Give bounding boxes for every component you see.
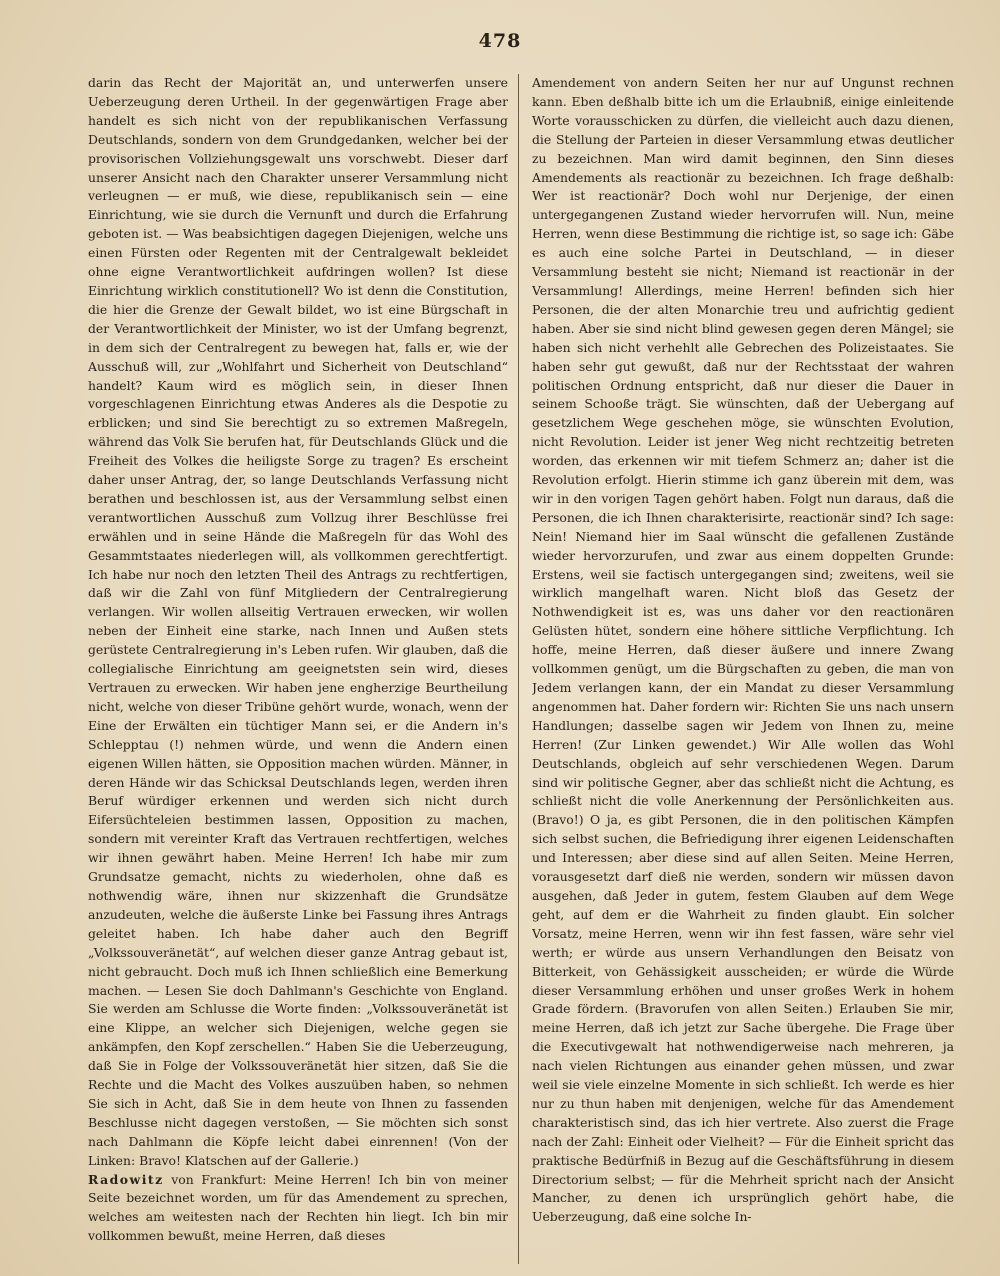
left-column xyxy=(88,74,508,1259)
speaker-name: Radowitz xyxy=(88,1171,164,1187)
column-divider xyxy=(518,74,519,1264)
right-column xyxy=(532,74,954,1259)
right-paragraph: Amendement von andern Seiten her nur auf Ungunst rechnen kann. Eben deßhalb bitte ich um die Erlaubniß, einige einleitende Worte vorausschicken zu dürfen, die vielleicht auch dazu dienen, die Stellung der Parteien in dieser Versammlung etwas deutlicher zu bezeichnen. Man wird damit beginnen, den Sinn dieses Amendements als reactionär zu bezeichnen. Ich frage deßhalb: Wer ist reactionär? Doch wohl nur Derjenige, der einen untergegangenen Zustand wieder hervorrufen will. Nun, meine Herren, wenn diese Bestimmung die richtige ist, so sage ich: Gäbe es auch eine solche Partei in Deutschland, — in dieser Versammlung besteht sie nicht; Niemand ist reactionär in der Versammlung! Allerdings, meine Herren! befinden sich hier Personen, die der alten Monarchie treu und aufrichtig gedient haben. Aber sie sind nicht blind gewesen gegen deren Mängel; sie haben sich nicht verhehlt alle Gebrechen des Polizeistaates. Sie haben sehr gut gewußt, daß nur der Rechtsstaat der wahren politischen Ordnung entspricht, daß nur dieser die Dauer in seinem Schooße trägt. Sie wünschten, daß der Uebergang auf gesetzlichem Wege geschehen möge, sie wünschten Evolution, nicht Revolution. Leider ist jener Weg nicht rechtzeitig betreten worden, das erkennen wir mit tiefem Schmerz an; daher ist die Revolution erfolgt. Hierin stimme ich ganz überein mit dem, was wir in den vorigen Tagen gehört haben. Folgt nun daraus, daß die Personen, die ich Ihnen charakterisirte, reactionär sind? Ich sage: Nein! Niemand hier im Saal wünscht die gefallenen Zustände wieder hervorzurufen, und zwar aus einem doppelten Grunde: Erstens, weil sie factisch untergegangen sind; zweitens, weil sie wirklich mangelhaft waren. Nicht bloß das Gesetz der Nothwendigkeit ist es, was uns daher vor den reactionären Gelüsten hütet, sondern eine höhere sittliche Verpflichtung. Ich hoffe, meine Herren, daß dieser äußere und innere Zwang vollkommen genügt, um die Bürgschaften zu geben, die man von Jedem verlangen kann, der ein Mandat zu dieser Versammlung angenommen hat. Daher fordern wir: Richten Sie uns nach unsern Handlungen; dasselbe sagen wir Jedem von Ihnen zu, meine Herren! (Zur Linken gewendet.) Wir Alle wollen das Wohl Deutschlands, obgleich auf sehr verschiedenen Wegen. Darum sind wir politische Gegner, aber das schließt nicht die Achtung, es schließt nicht die volle Anerkennung der Persönlichkeiten aus. (Bravo!) O ja, es gibt Personen, die in den politischen Kämpfen sich selbst suchen, die Befriedigung ihrer eigenen Leidenschaften und Interessen; aber diese sind auf allen Seiten. Meine Herren, vorausgesetzt darf dieß nie werden, sondern wir müssen davon ausgehen, daß Jeder in gutem, festem Glauben auf dem Wege geht, auf dem er die Wahrheit zu finden glaubt. Ein solcher Vorsatz, meine Herren, wenn wir ihn fest fassen, wäre sehr viel werth; er würde aus unsern Verhandlungen den Beisatz von Bitterkeit, von Gehässigkeit ausscheiden; er würde die Würde dieser Versammlung erhöhen und unser großes Werk in hohem Grade fördern. (Bravorufen von allen Seiten.) Erlauben Sie mir, meine Herren, daß ich jetzt zur Sache übergehe. Die Frage über die Executivgewalt hat nothwendigerweise nach mehreren, ja nach vielen Richtungen aus einander gehen müssen, und zwar weil sie viele einzelne Momente in sich schließt. Ich werde es hier nur zu thun haben mit denjenigen, welche für das Amendement charakteristisch sind, das ich hier vertrete. Also zuerst die Frage nach der Zahl: Einheit oder Vielheit? — Für die Einheit spricht das praktische Bedürfniß in Bezug auf die Geschäftsführung in diesem Directorium selbst; — für die Mehrheit spricht nach der Ansicht Mancher, zu denen ich ursprünglich gehört habe, die Ueberzeugung, daß eine solche In- xyxy=(532,75,954,1225)
page-number: 478 xyxy=(478,30,522,52)
left-paragraph-speaker xyxy=(88,1171,508,1247)
speech-opening: von Frankfurt: Meine Herren! Ich bin von meiner Seite bezeichnet worden, um für das Amendement zu sprechen, welches am weitesten nach der Rechten hin liegt. Ich bin mir vollkommen bewußt, meine Herren, daß dieses xyxy=(88,1171,508,1244)
left-paragraph: darin das Recht der Majorität an, und unterwerfen unsere Ueberzeugung deren Urtheil. In der gegenwärtigen Frage aber handelt es sich nicht von der republikanischen Verfassung Deutschlands, sondern von dem Grundgedanken, welcher bei der provisorischen Vollziehungsgewalt uns vorschwebt. Dieser darf unserer Ansicht nach den Charakter unserer Versammlung nicht verleugnen — er muß, wie diese, republikanisch sein — eine Einrichtung, wie sie durch die Vernunft und durch die Erfahrung geboten ist. — Was beabsichtigen dagegen Diejenigen, welche uns einen Fürsten oder Regenten mit der Centralgewalt bekleidet ohne eigne Verantwortlichkeit aufdringen wollen? Ist diese Einrichtung wirklich constitutionell? Wo ist denn die Constitution, die hier die Grenze der Gewalt bildet, wo ist eine Bürgschaft in der Verantwortlichkeit der Minister, wo ist der Umfang begrenzt, in dem sich der Centralregent zu bewegen hat, falls er, wie der Ausschuß will, zur „Wohlfahrt und Sicherheit von Deutschland“ handelt? Kaum wird es möglich sein, in dieser Ihnen vorgeschlagenen Einrichtung etwas Anderes als die Despotie zu erblicken; und sind Sie berechtigt zu so extremen Maßregeln, während das Volk Sie berufen hat, für Deutschlands Glück und die Freiheit des Volkes die heiligste Sorge zu tragen? Es erscheint daher unser Antrag, der, so lange Deutschlands Verfassung nicht berathen und beschlossen ist, aus der Versammlung selbst einen verantwortlichen Ausschuß zum Vollzug ihrer Beschlüsse frei erwählen und in seine Hände die Maßregeln für das Wohl des Gesammtstaates niederlegen will, als vollkommen gerechtfertigt. Ich habe nur noch den letzten Theil des Antrags zu rechtfertigen, daß wir die Zahl von fünf Mitgliedern der Centralregierung verlangen. Wir wollen allseitig Vertrauen erwecken, wir wollen neben der Einheit eine starke, nach Innen und Außen stets gerüstete Centralregierung in's Leben rufen. Wir glauben, daß die collegialische Einrichtung am geeignetsten sein wird, dieses Vertrauen zu erwecken. Wir haben jene engherzige Beurtheilung nicht, welche von dieser Tribüne gehört wurde, wonach, wenn der Eine der Erwälten ein tüchtiger Mann sei, er die Andern in's Schlepptau (!) nehmen würde, und wenn die Andern einen eigenen Willen hätten, sie Opposition machen würden. Männer, in deren Hände wir das Schicksal Deutschlands legen, werden ihren Beruf würdiger erkennen und werden sich nicht durch Eifersüchteleien bestimmen lassen, Opposition zu machen, sondern mit vereinter Kraft das Vertrauen rechtfertigen, welches wir ihnen gewährt haben. Meine Herren! Ich habe mir zum Grundsatze gemacht, nichts zu wiederholen, ohne daß es nothwendig wäre, ihnen nur skizzenhaft die Grundsätze anzudeuten, welche die äußerste Linke bei Fassung ihres Antrags geleitet haben. Ich habe daher auch den Begriff „Volkssouveränetät“, auf welchen dieser ganze Antrag gebaut ist, nicht gebraucht. Doch muß ich Ihnen schließlich eine Bemerkung machen. — Lesen Sie doch Dahlmann's Geschichte von England. Sie werden am Schlusse die Worte finden: „Volkssouveränetät ist eine Klippe, an welcher sich Diejenigen, welche gegen sie ankämpfen, den Kopf zerschellen.“ Haben Sie die Ueberzeugung, daß Sie in Folge der Volkssouveränetät hier sitzen, daß Sie die Rechte und die Macht des Volkes auszuüben haben, so nehmen Sie sich in Acht, daß Sie in dem heute von Ihnen zu fassenden Beschlusse nicht dagegen verstoßen, — Sie möchten sich sonst nach Dahlmann die Köpfe leicht dabei einrennen! (Von der Linken: Bravo! Klatschen auf der Gallerie.) xyxy=(88,75,508,1168)
